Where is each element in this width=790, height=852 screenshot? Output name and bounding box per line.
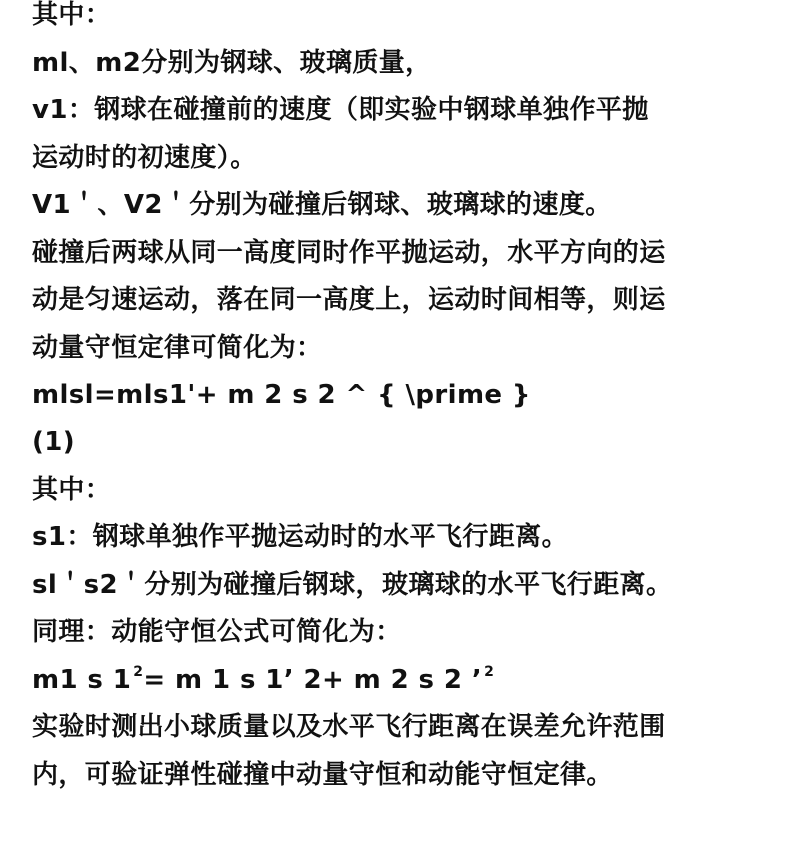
text-line: 动是匀速运动，落在同一高度上，运动时间相等，则运 (32, 285, 666, 315)
text-line: 其中： (32, 0, 112, 30)
energy-formula-left-exponent: 2 (133, 664, 144, 680)
text-line: 实验时测出小球质量以及水平飞行距离在误差允许范围 (32, 712, 666, 742)
momentum-formula: mlsl=mls1'+ m 2 s 2 ^ { \prime } (32, 380, 531, 410)
text-line: V1＇、V2＇分别为碰撞后钢球、玻璃球的速度。 (32, 190, 612, 220)
text-line: 碰撞后两球从同一高度同时作平抛运动，水平方向的运 (32, 238, 666, 268)
text-line: ml、m2分别为钢球、玻璃质量， (32, 48, 432, 78)
text-line: 运动时的初速度）。 (32, 143, 257, 173)
text-line: s1：钢球单独作平抛运动时的水平飞行距离。 (32, 522, 568, 552)
energy-formula-right-exponent: 2 (484, 664, 495, 680)
formula-number: (1) (32, 427, 76, 457)
text-line: 内，可验证弹性碰撞中动量守恒和动能守恒定律。 (32, 760, 613, 790)
text-line: 同理：动能守恒公式可简化为： (32, 617, 402, 647)
text-line: 动量守恒定律可简化为： (32, 333, 323, 363)
energy-formula-left: m1 s 1 (32, 665, 132, 695)
energy-formula (32, 665, 494, 699)
energy-formula-right: = m 1 s 1’ 2+ m 2 s 2 ’ (143, 665, 483, 695)
text-line: v1：钢球在碰撞前的速度（即实验中钢球单独作平抛 (32, 95, 649, 125)
text-line: sl＇s2＇分别为碰撞后钢球，玻璃球的水平飞行距离。 (32, 570, 673, 600)
text-line: 其中： (32, 475, 112, 505)
